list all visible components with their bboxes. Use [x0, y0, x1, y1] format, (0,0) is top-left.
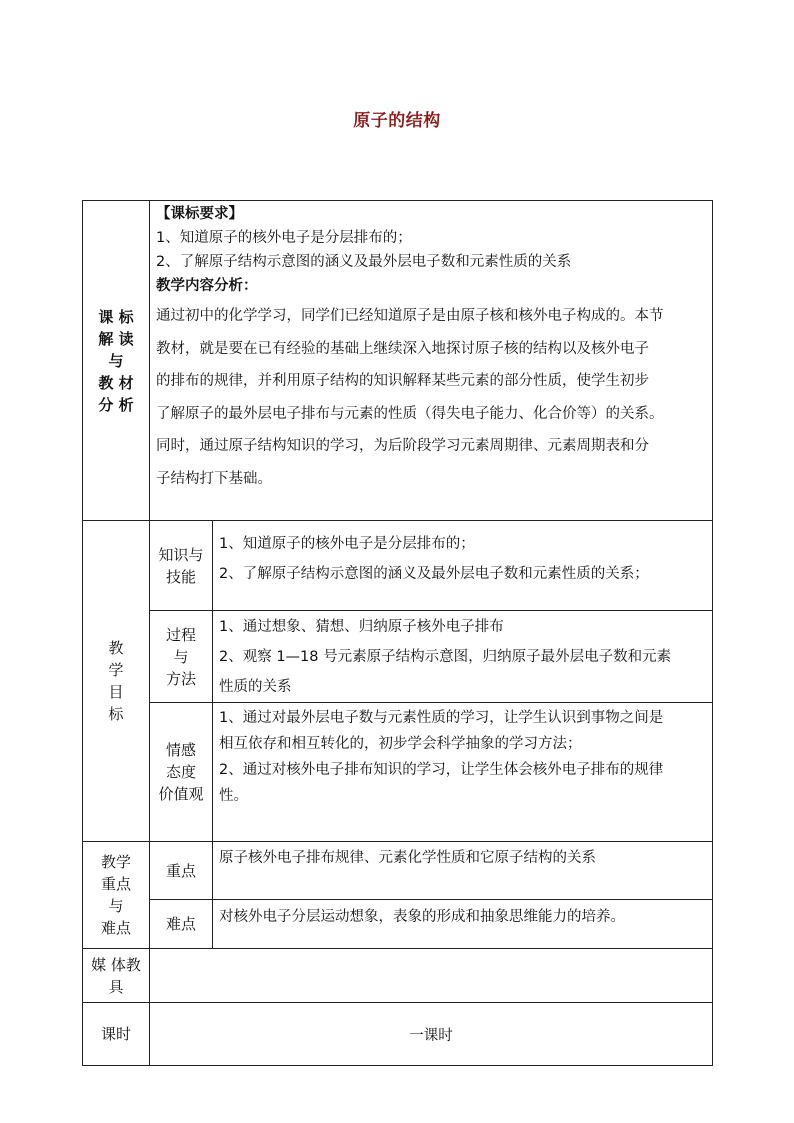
header-line: 教	[108, 639, 124, 657]
requirement-item: 1、知道原子的核外电子是分层排布的；	[156, 230, 412, 246]
requirements-heading: 【课标要求】	[156, 206, 243, 222]
label-key-points: 重点	[150, 842, 213, 900]
analysis-line: 子结构打下基础。	[156, 470, 272, 487]
header-line: 与	[108, 897, 124, 915]
header-line: 具	[108, 977, 124, 996]
requirement-item: 2、了解原子结构示意图的涵义及最外层电子数和元素性质的关系	[156, 254, 572, 270]
header-line: 教 材	[98, 373, 134, 392]
difficult-points-content: 对核外电子分层运动想象，表象的形成和抽象思维能力的培养。	[213, 900, 713, 949]
label-process-methods	[150, 611, 213, 703]
label-line: 过程	[165, 625, 196, 644]
label-line: 知识与	[158, 545, 204, 564]
analysis-line: 通过初中的化学学习，同学们已经知道原子是由原子核和核外电子构成的。本节	[156, 308, 664, 324]
class-hours-content: 一课时	[150, 1003, 713, 1066]
header-line: 课 标	[98, 307, 134, 326]
header-teaching-goals	[83, 521, 150, 842]
analysis-line: 教材，就是要在已有经验的基础上继续深入地探讨原子核的结构以及核外电子	[156, 340, 649, 357]
label-difficult-points: 难点	[150, 900, 213, 949]
media-aids-content	[150, 949, 713, 1003]
header-line: 学	[108, 661, 124, 679]
header-standards-analysis	[83, 201, 150, 521]
label-line: 情感	[165, 741, 196, 759]
goal-item: 2、了解原子结构示意图的涵义及最外层电子数和元素性质的关系；	[219, 566, 649, 582]
goal-item: 性。	[219, 788, 248, 804]
label-line: 态度	[165, 763, 196, 781]
header-line: 媒 体教	[91, 955, 141, 974]
header-line: 重点	[100, 875, 131, 893]
row-difficult-points	[83, 900, 713, 949]
goal-item: 1、知道原子的核外电子是分层排布的；	[219, 536, 475, 552]
knowledge-skills-content	[213, 521, 713, 611]
header-key-difficult	[83, 842, 150, 949]
analysis-paragraph	[156, 300, 706, 495]
header-line: 分 析	[98, 395, 134, 414]
row-media-aids	[83, 949, 713, 1003]
header-class-hours: 课时	[83, 1003, 150, 1066]
analysis-heading: 教学内容分析：	[156, 278, 258, 294]
emotion-values-content	[213, 703, 713, 842]
row-process-methods	[83, 611, 713, 703]
row-knowledge-skills	[83, 521, 713, 611]
goal-item: 2、通过对核外电子排布知识的学习，让学生体会核外电子排布的规律	[219, 762, 664, 778]
analysis-line: 了解原子的最外层电子排布与元素的性质（得失电子能力、化合价等）的关系。	[156, 405, 664, 422]
analysis-line: 同时，通过原子结构知识的学习，为后阶段学习元素周期律、元素周期表和分	[156, 438, 649, 454]
row-class-hours	[83, 1003, 713, 1066]
goal-item: 1、通过对最外层电子数与元素性质的学习，让学生认识到事物之间是	[219, 710, 664, 726]
label-line: 技能	[165, 567, 196, 586]
header-line: 标	[108, 705, 124, 723]
goal-item: 1、通过想象、猜想、归纳原子核外电子排布	[219, 619, 504, 635]
goal-item: 2、观察 1—18 号元素原子结构示意图，归纳原子最外层电子数和元素	[219, 649, 672, 665]
goal-item: 性质的关系	[219, 679, 292, 695]
header-line: 教学	[100, 853, 131, 871]
row-emotion-values	[83, 703, 713, 842]
row-standards-analysis	[83, 201, 713, 521]
row-key-points	[83, 842, 713, 900]
process-methods-content	[213, 611, 713, 703]
header-line: 难点	[100, 919, 131, 937]
goal-item: 相互依存和相互转化的，初步学会科学抽象的学习方法；	[219, 736, 582, 752]
header-line: 解 读	[98, 329, 134, 348]
key-points-content: 原子核外电子排布规律、元素化学性质和它原子结构的关系	[213, 842, 713, 900]
standards-analysis-content	[150, 201, 713, 521]
header-line: 目	[108, 683, 124, 701]
header-media-aids	[83, 949, 150, 1003]
label-line: 与	[173, 647, 189, 666]
page-title: 原子的结构	[353, 111, 441, 131]
label-line: 价值观	[158, 785, 204, 803]
label-emotion-values	[150, 703, 213, 842]
label-line: 方法	[165, 669, 196, 688]
label-knowledge-skills	[150, 521, 213, 611]
lesson-plan-table	[82, 200, 713, 1066]
header-line: 与	[108, 351, 124, 370]
analysis-line: 的排布的规律，并利用原子结构的知识解释某些元素的部分性质，使学生初步	[156, 373, 649, 389]
